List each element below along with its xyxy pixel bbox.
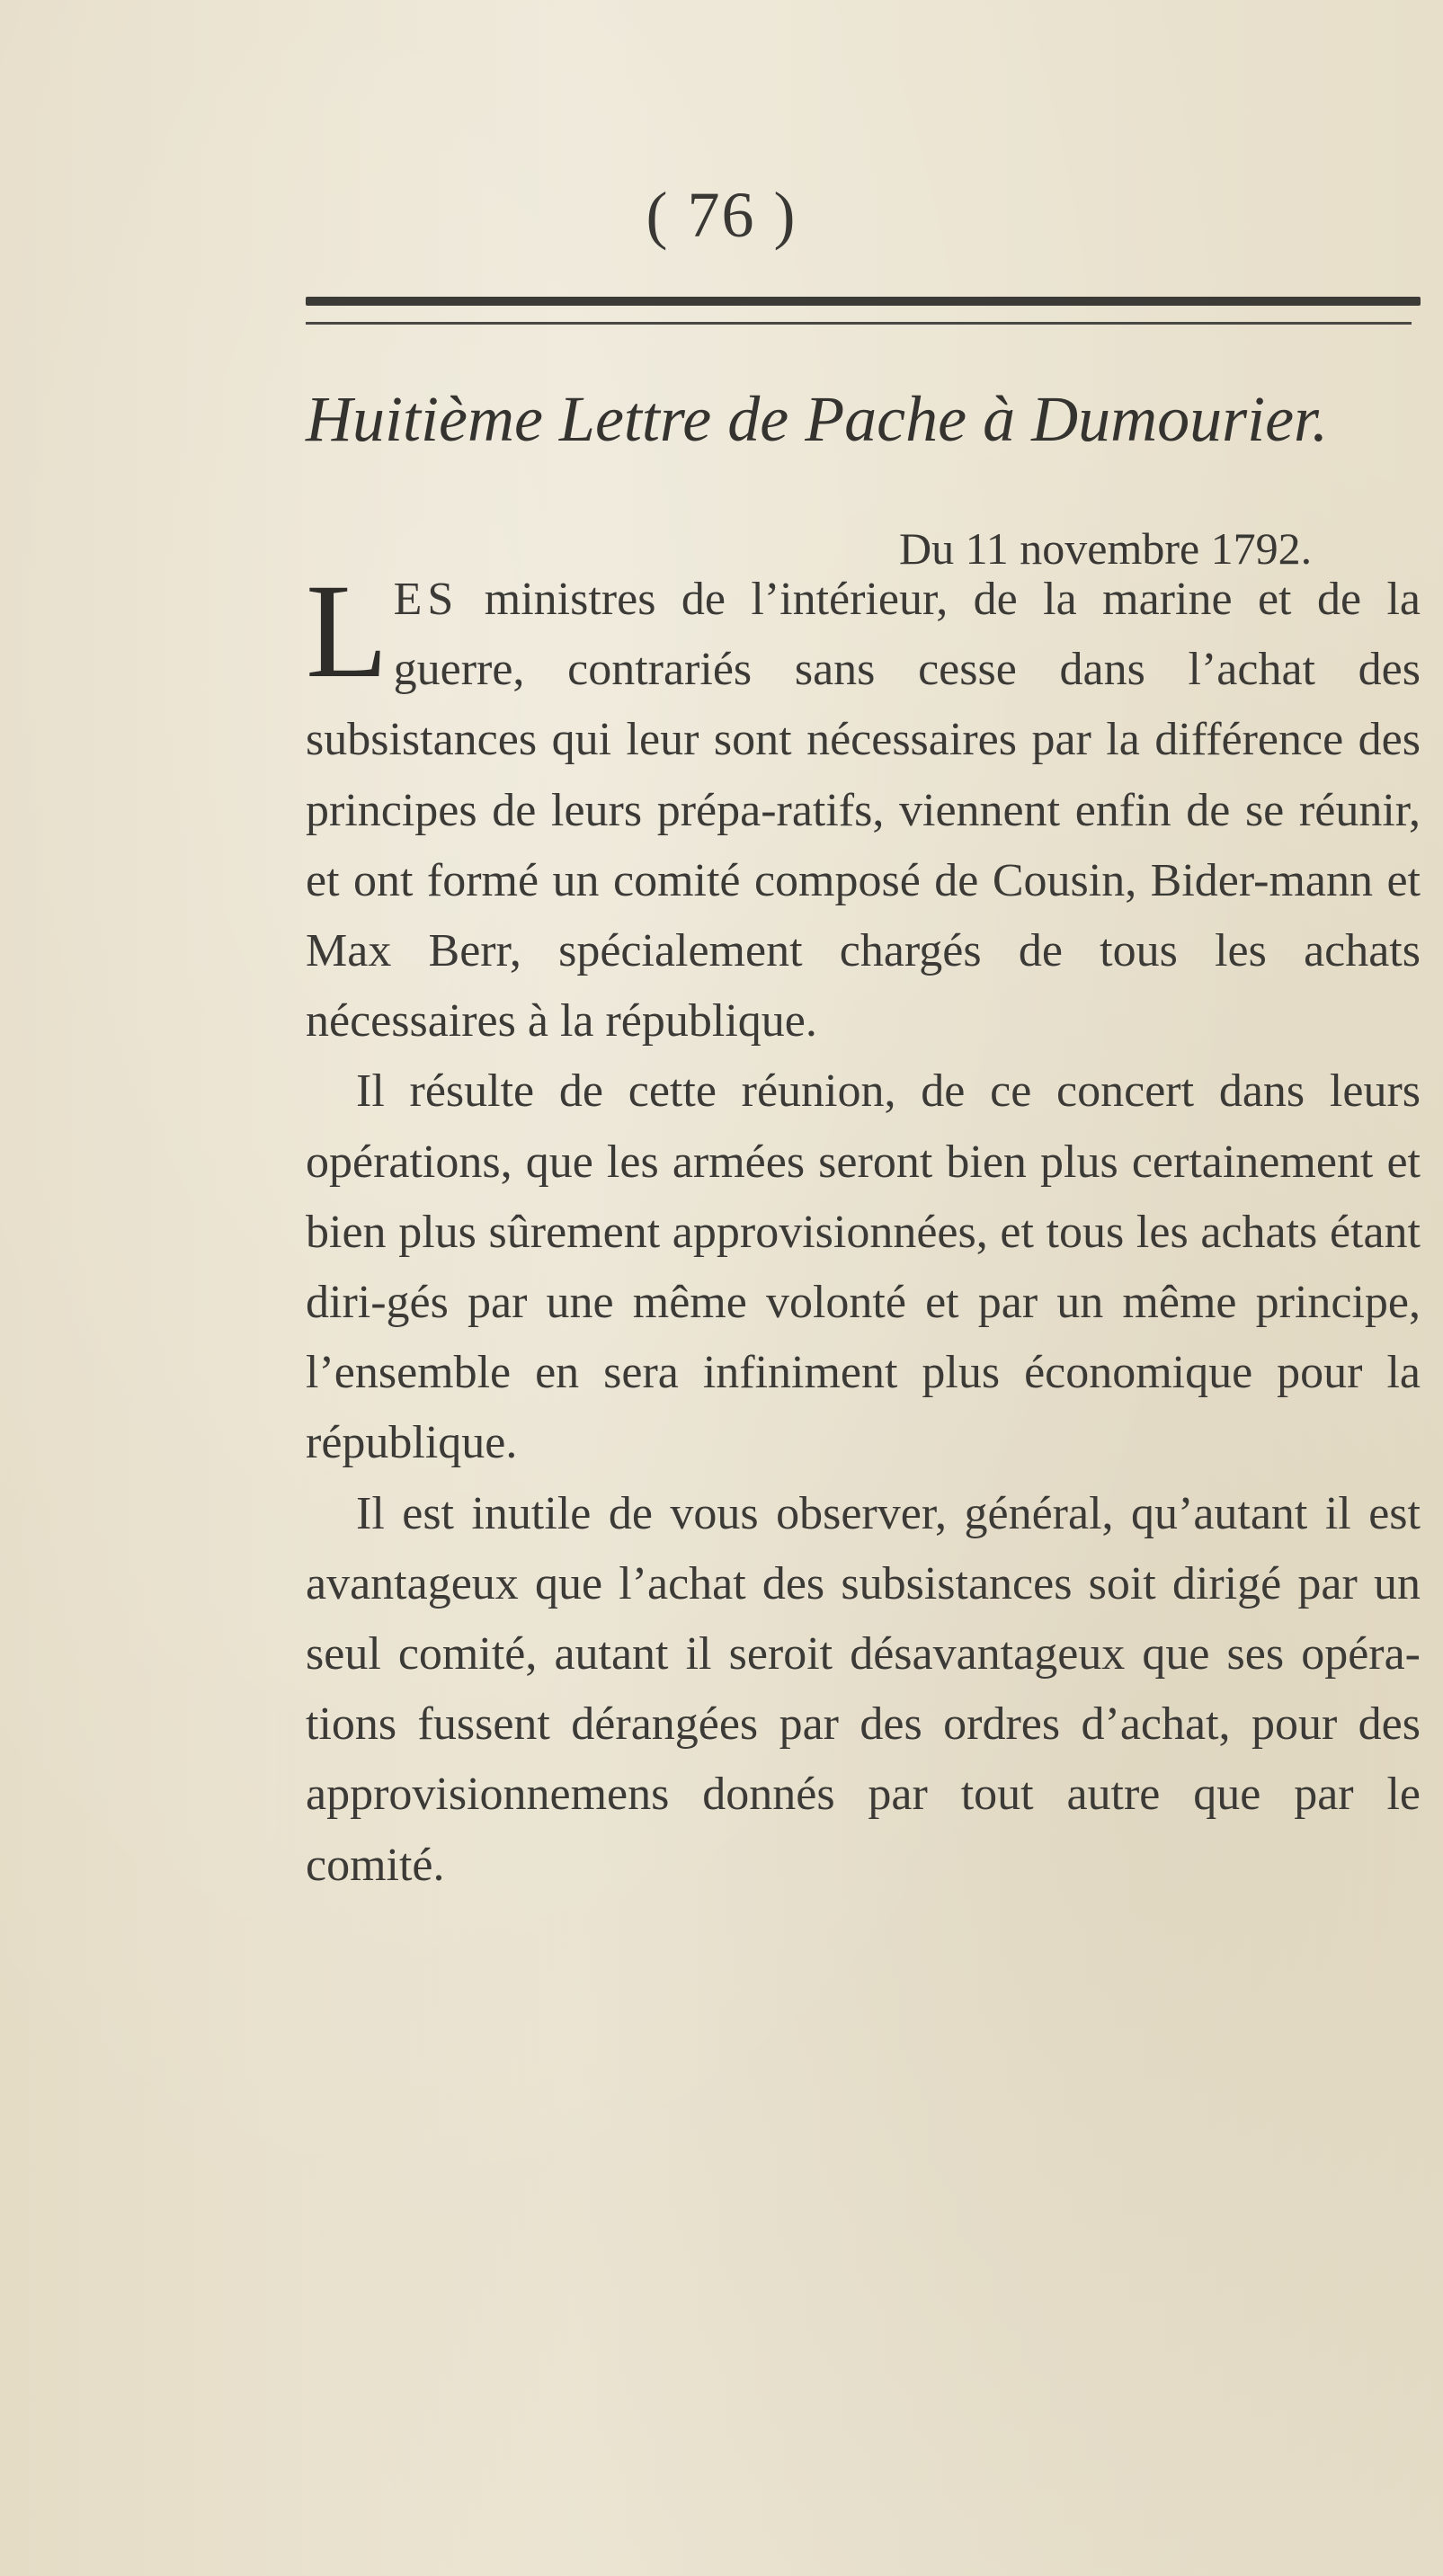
header-rule-thin bbox=[306, 322, 1412, 325]
letter-body bbox=[306, 557, 1421, 1901]
paragraph-1 bbox=[306, 557, 1421, 1056]
letter-title: Huitième Lettre de Pache à Dumourier. bbox=[306, 383, 1329, 455]
drop-cap-continuation: ES bbox=[393, 574, 459, 625]
dateline: Du 11 novembre 1792. bbox=[899, 523, 1313, 574]
drop-cap: L bbox=[306, 557, 388, 706]
paragraph-2: Il résulte de cette réunion, de ce concert dans leurs opérations, que les armées seront bien plus certainement et bien plus sûrement approvisionnées, et tous les achats étant diri-gés par une même volonté et par un même principe, l’ensemble en sera infiniment plus économique pour la république. bbox=[306, 1065, 1421, 1469]
page-number: ( 76 ) bbox=[646, 179, 797, 251]
header-rule-thick bbox=[306, 297, 1421, 306]
paragraph-3: Il est inutile de vous observer, général, qu’autant il est avantageux que l’achat des subsistances soit dirigé par un seul comité, autant il seroit désavantageux que ses opéra-tions fussent dérangées par des ordres d’achat, pour des approvisionnemens donnés par tout autre que par le comité. bbox=[306, 1487, 1421, 1891]
paragraph-1-text: ministres de l’intérieur, de la marine et de la guerre, contrariés sans cesse dans l’achat des subsistances qui leur sont nécessaires par la différence des principes de leurs prépa-ratifs, viennent enfin de se réunir, et ont formé un comité composé de Cousin, Bider-mann et Max Berr, spécialement chargés de tous les achats nécessaires à la république. bbox=[306, 574, 1421, 1047]
